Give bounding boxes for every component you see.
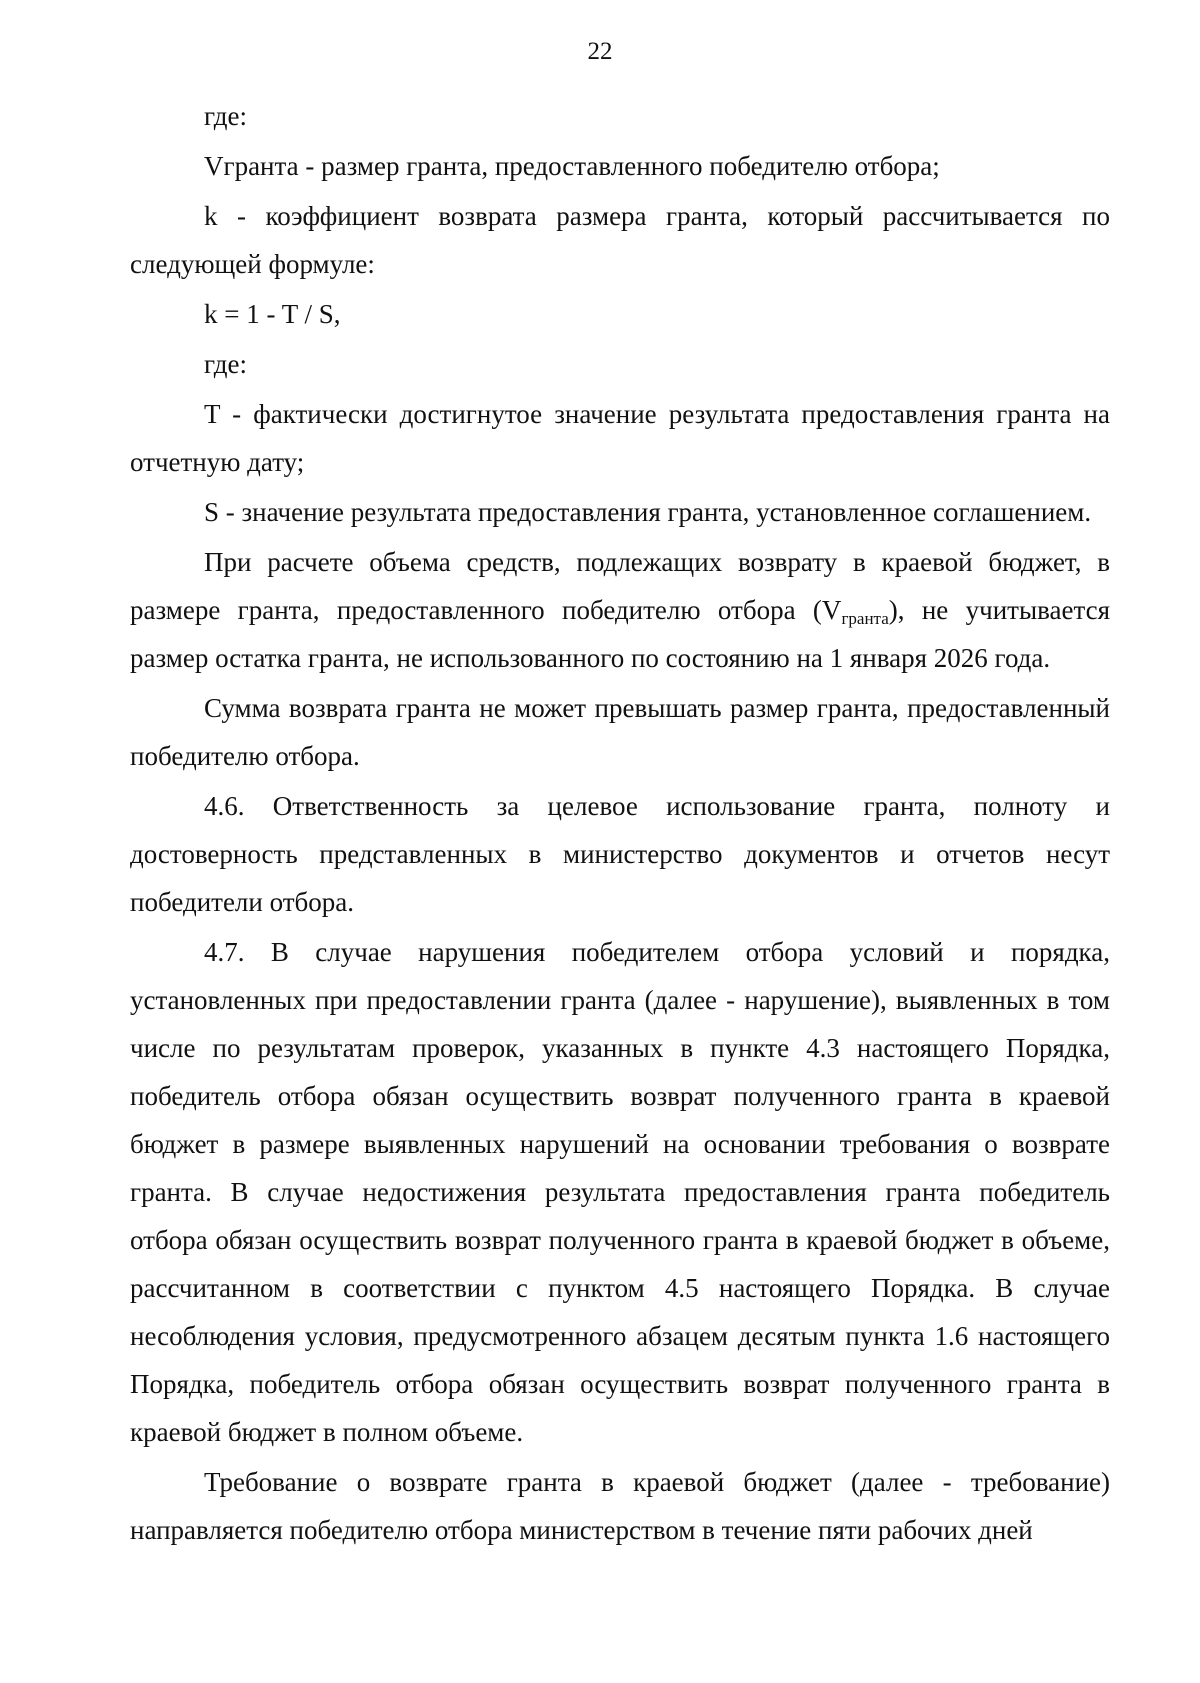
paragraph-section-4-7: 4.7. В случае нарушения победителем отбора условий и порядка, установленных при предоставлении гранта (далее - нарушение), выявленных в том числе по результатам проверок, указанных в пункте 4.3 настоящего Порядка, победитель отбора обязан осуществить возврат полученного гранта в краевой бюджет в размере выявленных нарушений на основании требования о возврате гранта. В случае недостижения результата предоставления гранта победитель отбора обязан осуществить возврат полученного гранта в краевой бюджет в объеме, рассчитанном в соответствии с пунктом 4.5 настоящего Порядка. В случае несоблюдения условия, предусмотренного абзацем десятым пункта 1.6 настоящего Порядка, победитель отбора обязан осуществить возврат полученного гранта в краевой бюджет в полном объеме. [130,937,1110,1447]
paragraph-return-calculation [130,538,1110,682]
paragraph-s-definition: S - значение результата предоставления гранта, установленное соглашением. [204,497,1092,527]
paragraph-where-2: где: [204,349,247,379]
paragraph-v-grant-definition: Vгранта - размер гранта, предоставленного победителю отбора; [204,151,940,181]
return-calculation-text-a: При расчете объема средств, подлежащих возврату в краевой бюджет, в размере гранта, предоставленного победителю отбора (V [130,547,1110,625]
paragraph-where-1: где: [204,101,247,131]
v-grant-subscript: гранта [841,609,889,628]
document-body [130,92,1110,1554]
paragraph-return-requirement: Требование о возврате гранта в краевой бюджет (далее - требование) направляется победителю отбора министерством в течение пяти рабочих дней [130,1467,1110,1545]
return-calculation-text-b: ), не учитывается размер остатка гранта, не использованного по состоянию на 1 января 2026 года. [130,595,1110,673]
paragraph-k-coefficient: k - коэффициент возврата размера гранта, который рассчитывается по следующей формуле: [130,201,1110,279]
formula-k: k = 1 - T / S, [204,299,341,329]
paragraph-t-definition: T - фактически достигнутое значение результата предоставления гранта на отчетную дату; [130,399,1110,477]
paragraph-return-limit: Сумма возврата гранта не может превышать размер гранта, предоставленный победителю отбора. [130,693,1110,771]
page-number: 22 [587,38,613,65]
paragraph-section-4-6: 4.6. Ответственность за целевое использование гранта, полноту и достоверность представленных в министерство документов и отчетов несут победители отбора. [130,791,1110,917]
